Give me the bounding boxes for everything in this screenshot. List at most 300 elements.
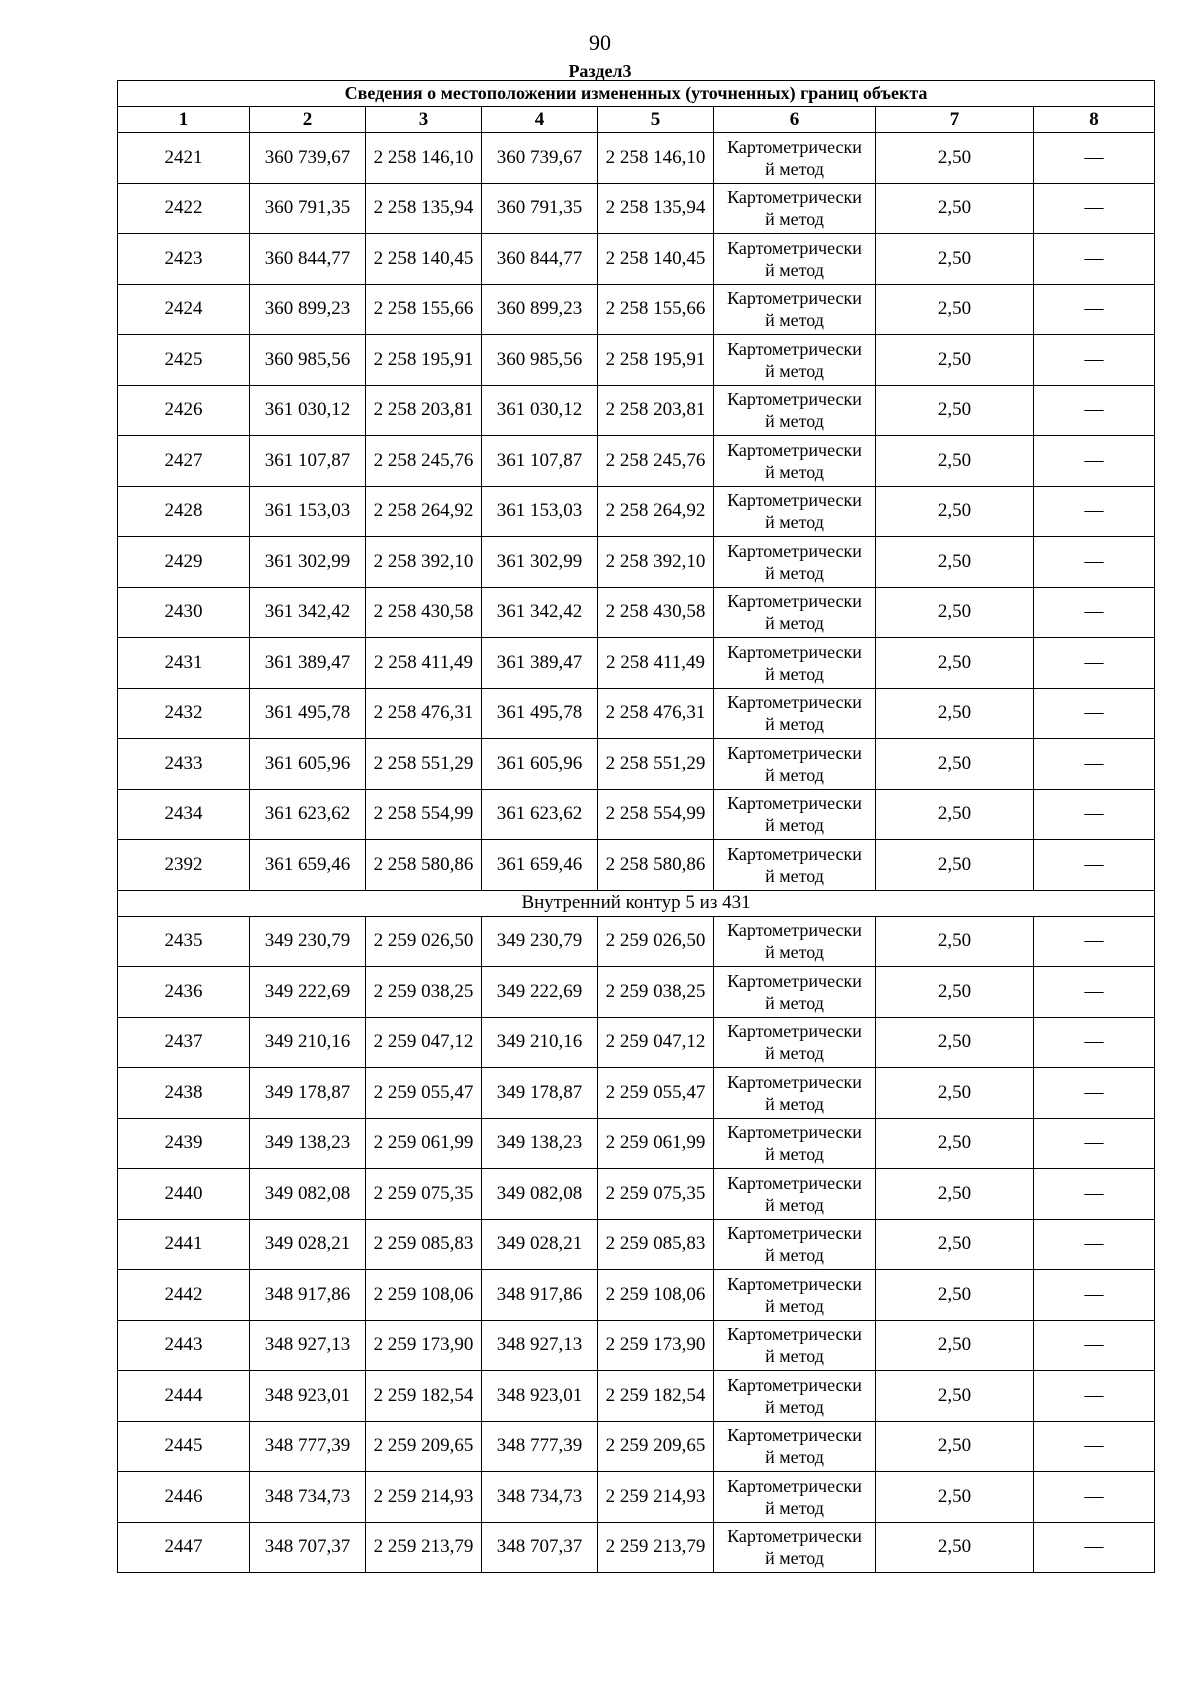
description-cell: — bbox=[1034, 739, 1155, 790]
method-text-line2: й метод bbox=[765, 259, 824, 280]
method-text-line2: й метод bbox=[765, 158, 824, 179]
table-row bbox=[118, 486, 1155, 537]
precision-cell: 2,50 bbox=[876, 688, 1034, 739]
table-row bbox=[118, 688, 1155, 739]
method-text-line1: Картометрически bbox=[727, 641, 862, 662]
new-y-cell: 2 259 026,50 bbox=[598, 916, 714, 967]
new-y-cell: 2 258 551,29 bbox=[598, 739, 714, 790]
method-cell bbox=[714, 133, 876, 184]
old-y-cell: 2 258 411,49 bbox=[366, 638, 482, 689]
method-text-line1: Картометрически bbox=[727, 1021, 862, 1042]
point-number-cell: 2433 bbox=[118, 739, 250, 790]
point-number-cell: 2440 bbox=[118, 1169, 250, 1220]
old-y-cell: 2 258 580,86 bbox=[366, 840, 482, 891]
old-x-cell: 361 030,12 bbox=[250, 385, 366, 436]
old-x-cell: 361 342,42 bbox=[250, 587, 366, 638]
table-row bbox=[118, 587, 1155, 638]
table-row bbox=[118, 789, 1155, 840]
new-x-cell: 349 028,21 bbox=[482, 1219, 598, 1270]
description-cell: — bbox=[1034, 133, 1155, 184]
old-y-cell: 2 259 038,25 bbox=[366, 967, 482, 1018]
table-row bbox=[118, 335, 1155, 386]
old-x-cell: 348 707,37 bbox=[250, 1522, 366, 1573]
column-header: 2 bbox=[250, 107, 366, 133]
description-cell: — bbox=[1034, 1472, 1155, 1523]
description-cell: — bbox=[1034, 1270, 1155, 1321]
new-x-cell: 348 917,86 bbox=[482, 1270, 598, 1321]
method-cell bbox=[714, 840, 876, 891]
point-number-cell: 2435 bbox=[118, 916, 250, 967]
old-y-cell: 2 259 085,83 bbox=[366, 1219, 482, 1270]
new-x-cell: 349 210,16 bbox=[482, 1017, 598, 1068]
contour-row bbox=[118, 890, 1155, 916]
column-header: 8 bbox=[1034, 107, 1155, 133]
precision-cell: 2,50 bbox=[876, 183, 1034, 234]
new-x-cell: 360 791,35 bbox=[482, 183, 598, 234]
method-text-line2: й метод bbox=[765, 1548, 824, 1569]
old-x-cell: 348 927,13 bbox=[250, 1320, 366, 1371]
old-y-cell: 2 258 195,91 bbox=[366, 335, 482, 386]
new-y-cell: 2 258 146,10 bbox=[598, 133, 714, 184]
old-x-cell: 360 739,67 bbox=[250, 133, 366, 184]
precision-cell: 2,50 bbox=[876, 1068, 1034, 1119]
precision-cell: 2,50 bbox=[876, 1270, 1034, 1321]
old-x-cell: 360 899,23 bbox=[250, 284, 366, 335]
point-number-cell: 2392 bbox=[118, 840, 250, 891]
method-text-line1: Картометрически bbox=[727, 540, 862, 561]
method-text-line1: Картометрически bbox=[727, 237, 862, 258]
method-text-line2: й метод bbox=[765, 360, 824, 381]
method-text-line2: й метод bbox=[765, 1043, 824, 1064]
method-cell bbox=[714, 1219, 876, 1270]
table-row bbox=[118, 385, 1155, 436]
old-x-cell: 348 923,01 bbox=[250, 1371, 366, 1422]
precision-cell: 2,50 bbox=[876, 1219, 1034, 1270]
new-x-cell: 348 923,01 bbox=[482, 1371, 598, 1422]
old-y-cell: 2 258 551,29 bbox=[366, 739, 482, 790]
table-row bbox=[118, 1118, 1155, 1169]
table-row bbox=[118, 1270, 1155, 1321]
table-row bbox=[118, 284, 1155, 335]
method-cell bbox=[714, 1068, 876, 1119]
method-cell bbox=[714, 587, 876, 638]
precision-cell: 2,50 bbox=[876, 840, 1034, 891]
description-cell: — bbox=[1034, 1068, 1155, 1119]
method-text-line2: й метод bbox=[765, 1497, 824, 1518]
method-text-line2: й метод bbox=[765, 815, 824, 836]
precision-cell: 2,50 bbox=[876, 133, 1034, 184]
method-cell bbox=[714, 1320, 876, 1371]
description-cell: — bbox=[1034, 537, 1155, 588]
new-y-cell: 2 258 411,49 bbox=[598, 638, 714, 689]
new-y-cell: 2 259 075,35 bbox=[598, 1169, 714, 1220]
old-y-cell: 2 259 061,99 bbox=[366, 1118, 482, 1169]
new-y-cell: 2 258 554,99 bbox=[598, 789, 714, 840]
new-x-cell: 361 107,87 bbox=[482, 436, 598, 487]
new-x-cell: 349 138,23 bbox=[482, 1118, 598, 1169]
point-number-cell: 2434 bbox=[118, 789, 250, 840]
precision-cell: 2,50 bbox=[876, 1017, 1034, 1068]
new-x-cell: 361 342,42 bbox=[482, 587, 598, 638]
old-y-cell: 2 258 392,10 bbox=[366, 537, 482, 588]
table-row bbox=[118, 234, 1155, 285]
old-y-cell: 2 258 155,66 bbox=[366, 284, 482, 335]
method-cell bbox=[714, 1371, 876, 1422]
column-header: 5 bbox=[598, 107, 714, 133]
new-y-cell: 2 258 135,94 bbox=[598, 183, 714, 234]
old-x-cell: 349 178,87 bbox=[250, 1068, 366, 1119]
description-cell: — bbox=[1034, 486, 1155, 537]
old-x-cell: 349 028,21 bbox=[250, 1219, 366, 1270]
point-number-cell: 2441 bbox=[118, 1219, 250, 1270]
description-cell: — bbox=[1034, 789, 1155, 840]
method-text-line1: Картометрически bbox=[727, 439, 862, 460]
old-y-cell: 2 258 135,94 bbox=[366, 183, 482, 234]
description-cell: — bbox=[1034, 840, 1155, 891]
precision-cell: 2,50 bbox=[876, 587, 1034, 638]
old-y-cell: 2 259 213,79 bbox=[366, 1522, 482, 1573]
column-header: 6 bbox=[714, 107, 876, 133]
method-text-line2: й метод bbox=[765, 1295, 824, 1316]
old-x-cell: 349 138,23 bbox=[250, 1118, 366, 1169]
method-cell bbox=[714, 1522, 876, 1573]
new-y-cell: 2 259 085,83 bbox=[598, 1219, 714, 1270]
new-y-cell: 2 259 173,90 bbox=[598, 1320, 714, 1371]
old-y-cell: 2 258 264,92 bbox=[366, 486, 482, 537]
method-text-line2: й метод bbox=[765, 1144, 824, 1165]
old-x-cell: 361 153,03 bbox=[250, 486, 366, 537]
old-y-cell: 2 258 554,99 bbox=[366, 789, 482, 840]
precision-cell: 2,50 bbox=[876, 638, 1034, 689]
precision-cell: 2,50 bbox=[876, 1522, 1034, 1573]
contour-label: Внутренний контур 5 из 431 bbox=[118, 890, 1155, 916]
description-cell: — bbox=[1034, 183, 1155, 234]
point-number-cell: 2429 bbox=[118, 537, 250, 588]
column-header: 1 bbox=[118, 107, 250, 133]
method-text-line2: й метод bbox=[765, 1396, 824, 1417]
old-y-cell: 2 259 047,12 bbox=[366, 1017, 482, 1068]
precision-cell: 2,50 bbox=[876, 916, 1034, 967]
point-number-cell: 2426 bbox=[118, 385, 250, 436]
old-y-cell: 2 259 209,65 bbox=[366, 1421, 482, 1472]
new-y-cell: 2 259 209,65 bbox=[598, 1421, 714, 1472]
point-number-cell: 2436 bbox=[118, 967, 250, 1018]
new-x-cell: 361 030,12 bbox=[482, 385, 598, 436]
method-cell bbox=[714, 739, 876, 790]
method-cell bbox=[714, 537, 876, 588]
precision-cell: 2,50 bbox=[876, 1169, 1034, 1220]
table-row bbox=[118, 1472, 1155, 1523]
description-cell: — bbox=[1034, 916, 1155, 967]
old-x-cell: 348 917,86 bbox=[250, 1270, 366, 1321]
point-number-cell: 2423 bbox=[118, 234, 250, 285]
method-text-line2: й метод bbox=[765, 461, 824, 482]
precision-cell: 2,50 bbox=[876, 1421, 1034, 1472]
method-text-line2: й метод bbox=[765, 865, 824, 886]
description-cell: — bbox=[1034, 587, 1155, 638]
method-cell bbox=[714, 385, 876, 436]
column-header: 4 bbox=[482, 107, 598, 133]
new-y-cell: 2 259 061,99 bbox=[598, 1118, 714, 1169]
method-cell bbox=[714, 1017, 876, 1068]
precision-cell: 2,50 bbox=[876, 739, 1034, 790]
table-caption: Сведения о местоположении измененных (уточненных) границ объекта bbox=[118, 81, 1155, 107]
method-text-line2: й метод bbox=[765, 1245, 824, 1266]
old-x-cell: 349 210,16 bbox=[250, 1017, 366, 1068]
new-y-cell: 2 258 195,91 bbox=[598, 335, 714, 386]
old-x-cell: 361 659,46 bbox=[250, 840, 366, 891]
new-y-cell: 2 258 203,81 bbox=[598, 385, 714, 436]
point-number-cell: 2446 bbox=[118, 1472, 250, 1523]
new-x-cell: 361 605,96 bbox=[482, 739, 598, 790]
table-row bbox=[118, 916, 1155, 967]
method-text-line1: Картометрически bbox=[727, 1374, 862, 1395]
method-cell bbox=[714, 1472, 876, 1523]
method-text-line1: Картометрически bbox=[727, 591, 862, 612]
new-x-cell: 348 927,13 bbox=[482, 1320, 598, 1371]
new-x-cell: 361 495,78 bbox=[482, 688, 598, 739]
table-row bbox=[118, 537, 1155, 588]
point-number-cell: 2439 bbox=[118, 1118, 250, 1169]
description-cell: — bbox=[1034, 1169, 1155, 1220]
point-number-cell: 2427 bbox=[118, 436, 250, 487]
method-cell bbox=[714, 916, 876, 967]
new-x-cell: 360 899,23 bbox=[482, 284, 598, 335]
method-text-line2: й метод bbox=[765, 209, 824, 230]
method-text-line1: Картометрически bbox=[727, 1475, 862, 1496]
point-number-cell: 2432 bbox=[118, 688, 250, 739]
description-cell: — bbox=[1034, 1017, 1155, 1068]
old-x-cell: 361 605,96 bbox=[250, 739, 366, 790]
old-y-cell: 2 259 075,35 bbox=[366, 1169, 482, 1220]
method-cell bbox=[714, 967, 876, 1018]
precision-cell: 2,50 bbox=[876, 284, 1034, 335]
new-x-cell: 361 659,46 bbox=[482, 840, 598, 891]
method-text-line1: Картометрически bbox=[727, 1324, 862, 1345]
point-number-cell: 2442 bbox=[118, 1270, 250, 1321]
method-text-line2: й метод bbox=[765, 310, 824, 331]
method-cell bbox=[714, 1169, 876, 1220]
description-cell: — bbox=[1034, 1522, 1155, 1573]
new-x-cell: 360 985,56 bbox=[482, 335, 598, 386]
old-x-cell: 361 495,78 bbox=[250, 688, 366, 739]
table-row bbox=[118, 1421, 1155, 1472]
precision-cell: 2,50 bbox=[876, 385, 1034, 436]
description-cell: — bbox=[1034, 234, 1155, 285]
method-text-line1: Картометрически bbox=[727, 1071, 862, 1092]
old-y-cell: 2 259 173,90 bbox=[366, 1320, 482, 1371]
table-row bbox=[118, 1371, 1155, 1422]
old-x-cell: 348 734,73 bbox=[250, 1472, 366, 1523]
old-y-cell: 2 258 476,31 bbox=[366, 688, 482, 739]
old-x-cell: 349 230,79 bbox=[250, 916, 366, 967]
new-x-cell: 349 230,79 bbox=[482, 916, 598, 967]
old-y-cell: 2 259 026,50 bbox=[366, 916, 482, 967]
method-text-line1: Картометрически bbox=[727, 338, 862, 359]
new-x-cell: 348 707,37 bbox=[482, 1522, 598, 1573]
old-y-cell: 2 258 146,10 bbox=[366, 133, 482, 184]
point-number-cell: 2430 bbox=[118, 587, 250, 638]
table-row bbox=[118, 967, 1155, 1018]
method-text-line2: й метод bbox=[765, 1093, 824, 1114]
new-y-cell: 2 258 264,92 bbox=[598, 486, 714, 537]
old-x-cell: 349 082,08 bbox=[250, 1169, 366, 1220]
table-row bbox=[118, 436, 1155, 487]
table-caption-row bbox=[118, 81, 1155, 107]
table-row bbox=[118, 1320, 1155, 1371]
new-y-cell: 2 259 213,79 bbox=[598, 1522, 714, 1573]
old-x-cell: 361 623,62 bbox=[250, 789, 366, 840]
method-text-line1: Картометрически bbox=[727, 1526, 862, 1547]
method-text-line1: Картометрически bbox=[727, 793, 862, 814]
new-x-cell: 349 178,87 bbox=[482, 1068, 598, 1119]
method-cell bbox=[714, 183, 876, 234]
boundary-coordinates-table bbox=[117, 80, 1155, 1573]
new-y-cell: 2 258 392,10 bbox=[598, 537, 714, 588]
description-cell: — bbox=[1034, 638, 1155, 689]
new-x-cell: 361 389,47 bbox=[482, 638, 598, 689]
point-number-cell: 2437 bbox=[118, 1017, 250, 1068]
section-title: Раздел3 bbox=[568, 61, 632, 81]
point-number-cell: 2428 bbox=[118, 486, 250, 537]
old-y-cell: 2 259 214,93 bbox=[366, 1472, 482, 1523]
table-row bbox=[118, 1219, 1155, 1270]
table-row bbox=[118, 840, 1155, 891]
column-header-row bbox=[118, 107, 1155, 133]
old-x-cell: 361 107,87 bbox=[250, 436, 366, 487]
method-cell bbox=[714, 234, 876, 285]
precision-cell: 2,50 bbox=[876, 436, 1034, 487]
method-cell bbox=[714, 789, 876, 840]
method-cell bbox=[714, 436, 876, 487]
method-cell bbox=[714, 284, 876, 335]
precision-cell: 2,50 bbox=[876, 1472, 1034, 1523]
description-cell: — bbox=[1034, 1320, 1155, 1371]
new-x-cell: 348 777,39 bbox=[482, 1421, 598, 1472]
method-text-line2: й метод bbox=[765, 714, 824, 735]
method-cell bbox=[714, 335, 876, 386]
table-row bbox=[118, 1522, 1155, 1573]
point-number-cell: 2443 bbox=[118, 1320, 250, 1371]
old-y-cell: 2 258 140,45 bbox=[366, 234, 482, 285]
point-number-cell: 2422 bbox=[118, 183, 250, 234]
method-cell bbox=[714, 638, 876, 689]
method-text-line1: Картометрически bbox=[727, 136, 862, 157]
old-y-cell: 2 259 182,54 bbox=[366, 1371, 482, 1422]
precision-cell: 2,50 bbox=[876, 1320, 1034, 1371]
method-text-line2: й метод bbox=[765, 512, 824, 533]
new-x-cell: 348 734,73 bbox=[482, 1472, 598, 1523]
point-number-cell: 2445 bbox=[118, 1421, 250, 1472]
precision-cell: 2,50 bbox=[876, 335, 1034, 386]
description-cell: — bbox=[1034, 967, 1155, 1018]
point-number-cell: 2444 bbox=[118, 1371, 250, 1422]
precision-cell: 2,50 bbox=[876, 234, 1034, 285]
new-x-cell: 361 302,99 bbox=[482, 537, 598, 588]
new-y-cell: 2 258 155,66 bbox=[598, 284, 714, 335]
point-number-cell: 2424 bbox=[118, 284, 250, 335]
precision-cell: 2,50 bbox=[876, 1118, 1034, 1169]
precision-cell: 2,50 bbox=[876, 789, 1034, 840]
method-cell bbox=[714, 1421, 876, 1472]
method-text-line1: Картометрически bbox=[727, 692, 862, 713]
old-y-cell: 2 258 245,76 bbox=[366, 436, 482, 487]
table-row bbox=[118, 739, 1155, 790]
method-text-line1: Картометрически bbox=[727, 970, 862, 991]
method-cell bbox=[714, 486, 876, 537]
point-number-cell: 2431 bbox=[118, 638, 250, 689]
table-row bbox=[118, 1017, 1155, 1068]
method-text-line1: Картометрически bbox=[727, 187, 862, 208]
method-text-line1: Картометрически bbox=[727, 288, 862, 309]
point-number-cell: 2447 bbox=[118, 1522, 250, 1573]
old-x-cell: 360 791,35 bbox=[250, 183, 366, 234]
point-number-cell: 2438 bbox=[118, 1068, 250, 1119]
description-cell: — bbox=[1034, 385, 1155, 436]
table-row bbox=[118, 133, 1155, 184]
point-number-cell: 2421 bbox=[118, 133, 250, 184]
old-y-cell: 2 258 203,81 bbox=[366, 385, 482, 436]
method-text-line2: й метод bbox=[765, 992, 824, 1013]
column-header: 7 bbox=[876, 107, 1034, 133]
table-row bbox=[118, 183, 1155, 234]
method-text-line2: й метод bbox=[765, 1194, 824, 1215]
new-x-cell: 360 739,67 bbox=[482, 133, 598, 184]
method-text-line2: й метод bbox=[765, 613, 824, 634]
description-cell: — bbox=[1034, 335, 1155, 386]
description-cell: — bbox=[1034, 1219, 1155, 1270]
description-cell: — bbox=[1034, 1371, 1155, 1422]
new-y-cell: 2 259 038,25 bbox=[598, 967, 714, 1018]
precision-cell: 2,50 bbox=[876, 967, 1034, 1018]
method-text-line2: й метод bbox=[765, 411, 824, 432]
method-text-line2: й метод bbox=[765, 663, 824, 684]
new-x-cell: 360 844,77 bbox=[482, 234, 598, 285]
new-y-cell: 2 258 580,86 bbox=[598, 840, 714, 891]
new-y-cell: 2 258 245,76 bbox=[598, 436, 714, 487]
precision-cell: 2,50 bbox=[876, 1371, 1034, 1422]
point-number-cell: 2425 bbox=[118, 335, 250, 386]
method-text-line1: Картометрически bbox=[727, 742, 862, 763]
description-cell: — bbox=[1034, 284, 1155, 335]
method-text-line1: Картометрически bbox=[727, 1273, 862, 1294]
new-x-cell: 361 623,62 bbox=[482, 789, 598, 840]
method-text-line1: Картометрически bbox=[727, 843, 862, 864]
precision-cell: 2,50 bbox=[876, 537, 1034, 588]
description-cell: — bbox=[1034, 1421, 1155, 1472]
table-body bbox=[118, 133, 1155, 1573]
description-cell: — bbox=[1034, 688, 1155, 739]
method-text-line2: й метод bbox=[765, 1447, 824, 1468]
method-cell bbox=[714, 1118, 876, 1169]
new-x-cell: 349 222,69 bbox=[482, 967, 598, 1018]
table-row bbox=[118, 1169, 1155, 1220]
table-row bbox=[118, 638, 1155, 689]
new-y-cell: 2 258 430,58 bbox=[598, 587, 714, 638]
new-y-cell: 2 259 214,93 bbox=[598, 1472, 714, 1523]
description-cell: — bbox=[1034, 436, 1155, 487]
method-text-line1: Картометрически bbox=[727, 490, 862, 511]
new-x-cell: 361 153,03 bbox=[482, 486, 598, 537]
old-y-cell: 2 259 055,47 bbox=[366, 1068, 482, 1119]
old-x-cell: 348 777,39 bbox=[250, 1421, 366, 1472]
new-y-cell: 2 259 055,47 bbox=[598, 1068, 714, 1119]
description-cell: — bbox=[1034, 1118, 1155, 1169]
method-text-line1: Картометрически bbox=[727, 920, 862, 941]
new-y-cell: 2 258 476,31 bbox=[598, 688, 714, 739]
old-y-cell: 2 258 430,58 bbox=[366, 587, 482, 638]
old-y-cell: 2 259 108,06 bbox=[366, 1270, 482, 1321]
